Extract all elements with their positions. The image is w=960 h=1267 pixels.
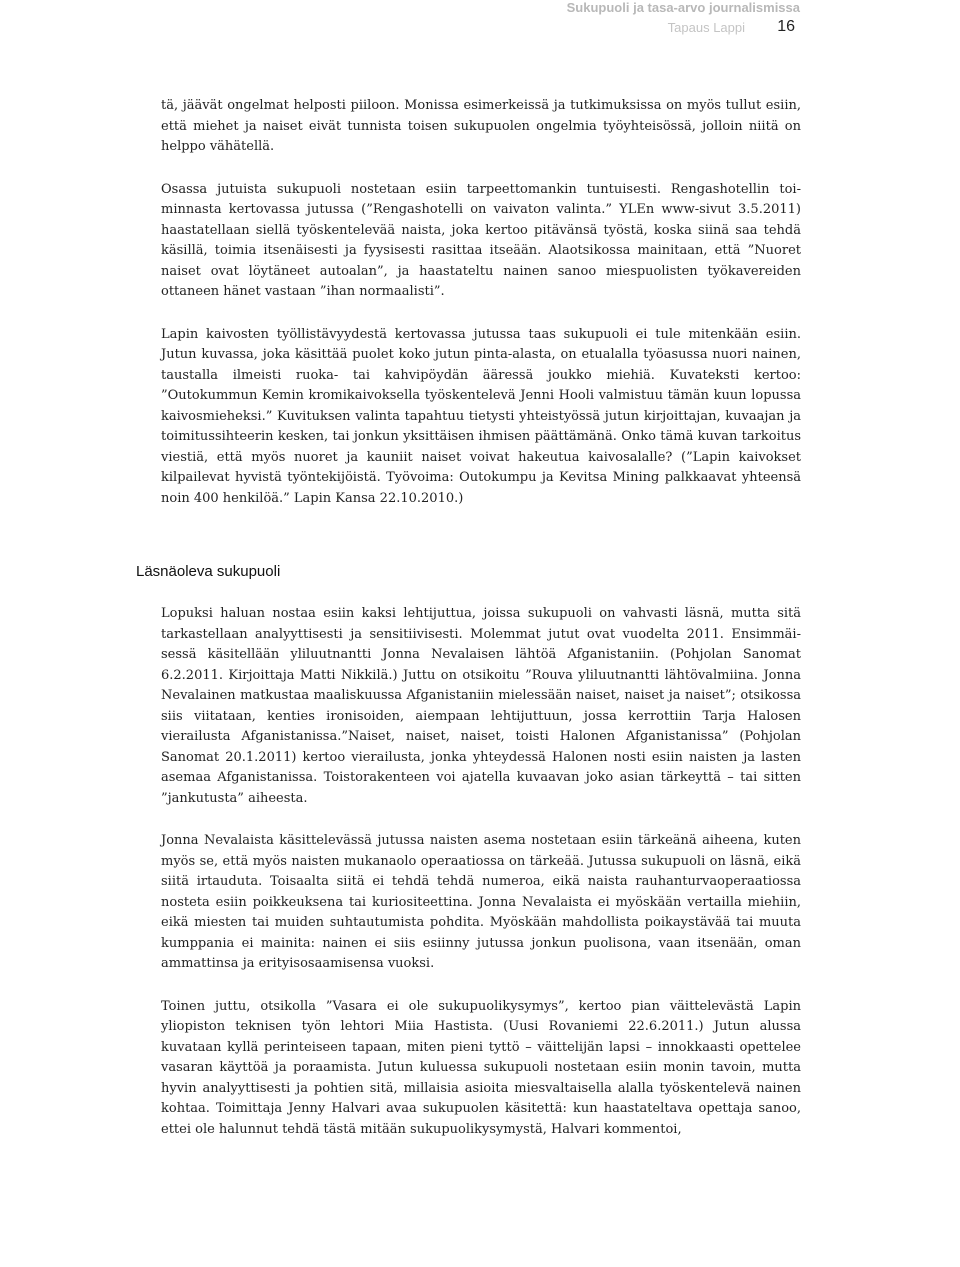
section-heading: Läsnäoleva sukupuoli xyxy=(136,563,281,580)
paragraph: Osassa jutuista sukupuoli nostetaan esiin tarpeettomankin tuntuisesti. Rengashotellin toiminnasta kertovassa jutussa (”Rengashotelli on vaivaton valinta.” YLEn www-sivut 3.5.2011) haastatellaan siellä työskentelevää naista, joka kertoo pitävänsä työstä, koska siinä saa tehdä käsillä, toimia itsenäisesti ja fyysisesti rasittaa itseään. Alaotsikossa mainitaan, että ”Nuoret naiset ovat löytäneet autoalan”, ja haastateltu nainen sanoo miespuolisten työkavereiden ottaneen hänet vastaan ”ihan normaalisti”. xyxy=(161,181,801,299)
running-header-title: Sukupuoli ja tasa-arvo journalismissa xyxy=(566,0,800,15)
paragraph: Jonna Nevalaista käsittelevässä jutussa naisten asema nostetaan esiin tärkeänä aiheena, kuten myös se, että myös naisten mukanaolo operaatiossa on tärkeää. Jutussa sukupuoli on läsnä, eikä siitä irtauduta. Toisaalta siitä ei tehdä tehdä numeroa, eikä naista rauhanturvaoperaatiossa nosteta esiin poikkeuksena tai kuriositeettina. Jonna Nevalaista ei myöskään vertailla miehiin, eikä miesten tai muiden suhtautumista pohdita. Myöskään mahdollista poikaystävää tai muuta kumppania ei mainita: nainen ei siis esiinny jutussa jonkun puolisona, vaan itsenään, oman ammattinsa ja erityisosaamisensa vuoksi. xyxy=(161,833,801,971)
paragraph: tä, jäävät ongelmat helposti piiloon. Monissa esimerkeissä ja tutkimuksissa on myös tullut esiin, että miehet ja naiset eivät tunnista toisen sukupuolen ongelmia työyhteisössä, jolloin niitä on helppo vähätellä. xyxy=(161,98,801,154)
page-number: 16 xyxy=(777,18,795,35)
paragraph: Lapin kaivosten työllistävyydestä kertovassa jutussa taas sukupuoli ei tule mitenkään esiin. Jutun kuvassa, joka käsittää puolet koko jutun pinta-alasta, on etualalla työasussa nuori nainen, taustalla ilmeisti ruoka- tai kahvipöydän ääressä joukko miehiä. Kuvateksti kertoo: ”Outokummun Kemin kromikaivoksella työskentelevä Jenni Hooli valmistuu tämän kuun lopussa kaivosmieheksi.” Kuvituksen valinta tapahtuu tietysti yhteistyössä jutun kirjoittajan, kuvaajan ja toimitussihteerin kesken, tai jonkun yksittäisen ihmisen päättämänä. Onko tämä kuvan tarkoitus viestiä, että myös nuoret ja kauniit naiset voivat hakeutua kaivosalalle? (”Lapin kaivokset kilpailevat hyvistä työntekijöistä. Työvoima: Outokumpu ja Kevitsa Mining palkkaavat yhteensä noin 400 henkilöä.” Lapin Kansa 22.10.2010.) xyxy=(161,326,801,506)
paragraph: Lopuksi haluan nostaa esiin kaksi lehtijuttua, joissa sukupuoli on vahvasti läsnä, mutta sitä tarkastellaan analyyttisesti ja sensitiivisesti. Molemmat jutut ovat vuodelta 2011. Ensimmäisessä käsitellään yliluutnantti Jonna Nevalaisen lähtöä Afganistaniin. (Pohjolan Sanomat 6.2.2011. Kirjoittaja Matti Nikkilä.) Juttu on otsikoitu ”Rouva yliluutnantti lähtövalmiina. Jonna Nevalainen matkustaa maaliskuussa Afganistaniin mielessään naiset, naiset ja naiset”; otsikossa siis viitataan, kenties ironisoiden, aiempaan lehtijuttuun, jossa kerrottiin Tarja Halosen vierailusta Afganistanissa.”Naiset, naiset, naiset, toisti Halonen Afganistanissa” (Pohjolan Sanomat 20.1.2011) kertoo vierailusta, jonka yhteydessä Halonen nosti esiin naisten ja lasten asemaa Afganistanissa. Toistorakenteen voi ajatella kuvaavan joko asian tärkeyttä – tai sitten ”jankutusta” aiheesta. xyxy=(161,606,801,806)
body-text-top xyxy=(161,96,801,509)
body-text-section xyxy=(161,604,801,1140)
running-header-author: Tapaus Lappi xyxy=(667,20,745,35)
paragraph: Toinen juttu, otsikolla ”Vasara ei ole sukupuolikysymys”, kertoo pian väittelevästä Lapin yliopiston teknisen työn lehtori Miia Hastista. (Uusi Rovaniemi 22.6.2011.) Jutun alussa kuvataan kyllä perinteiseen tapaan, miten pieni tyttö – väittelijän lapsi – innokkaasti opettelee vasaran käyttöä ja poraamista. Jutun kuluessa sukupuoli nostetaan esiin monin tavoin, mutta hyvin analyyttisesti ja pohtien sitä, millaisia asioita miesvaltaisella alalla työskentelevä nainen kohtaa. Toimittaja Jenny Halvari avaa sukupuolen käsitettä: kun haastateltava opettaja sanoo, ettei ole halunnut tehdä tästä mitään sukupuolikysymystä, Halvari kommentoi, xyxy=(161,998,801,1137)
